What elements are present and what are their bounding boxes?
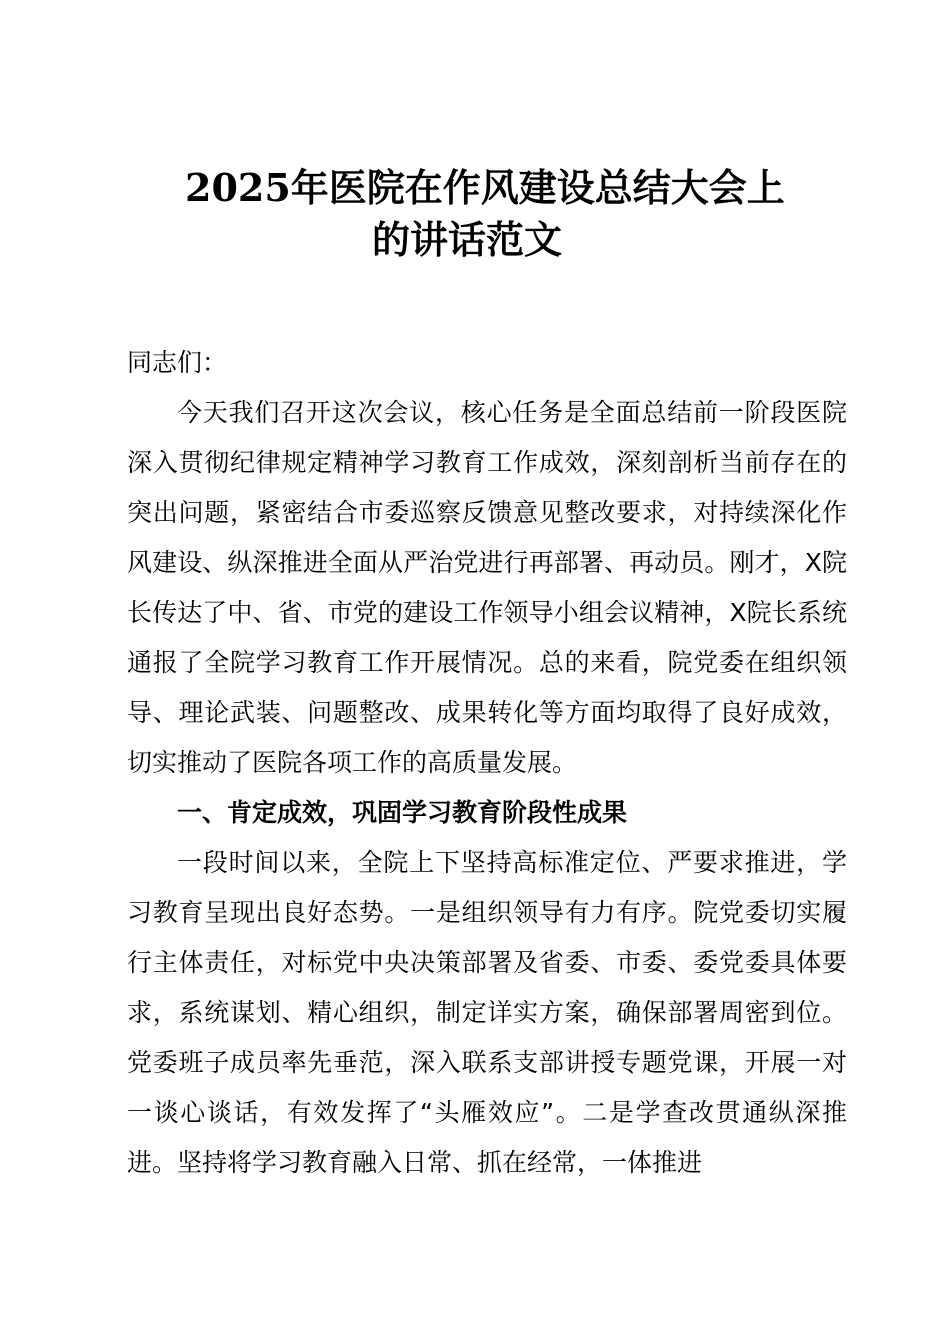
document-title-line-1: 2025年医院在作风建设总结大会上 xyxy=(185,165,785,210)
section-heading-1: 一、肯定成效，巩固学习教育阶段性成果 xyxy=(177,798,628,827)
greeting: 同志们： xyxy=(127,348,228,377)
paragraph-1: 今天我们召开这次会议，核心任务是全面总结前一阶段医院深入贯彻纪律规定精神学习教育工作成效，深刻剖析当前存在的突出问题，紧密结合市委巡察反馈意见整改要求，对持续深化作风建设、纵深推进全面从严治党进行再部署、再动员。刚才，X院长传达了中、省、市党的建设工作领导小组会议精神，X院长系统通报了全院学习教育工作开展情况。总的来看，院党委在组织领导、理论武装、问题整改、成果转化等方面均取得了良好成效，切实推动了医院各项工作的高质量发展。 xyxy=(127,398,847,777)
document-title-line-2: 的讲话范文 xyxy=(372,217,563,262)
paragraph-2: 一段时间以来，全院上下坚持高标准定位、严要求推进，学习教育呈现出良好态势。一是组织领导有力有序。院党委切实履行主体责任，对标党中央决策部署及省委、市委、委党委具体要求，系统谋划、精心组织，制定详实方案，确保部署周密到位。党委班子成员率先垂范，深入联系支部讲授专题党课，开展一对一谈心谈话，有效发挥了“头雁效应”。二是学查改贯通纵深推进。坚持将学习教育融入日常、抓在经常，一体推进 xyxy=(127,848,847,1177)
